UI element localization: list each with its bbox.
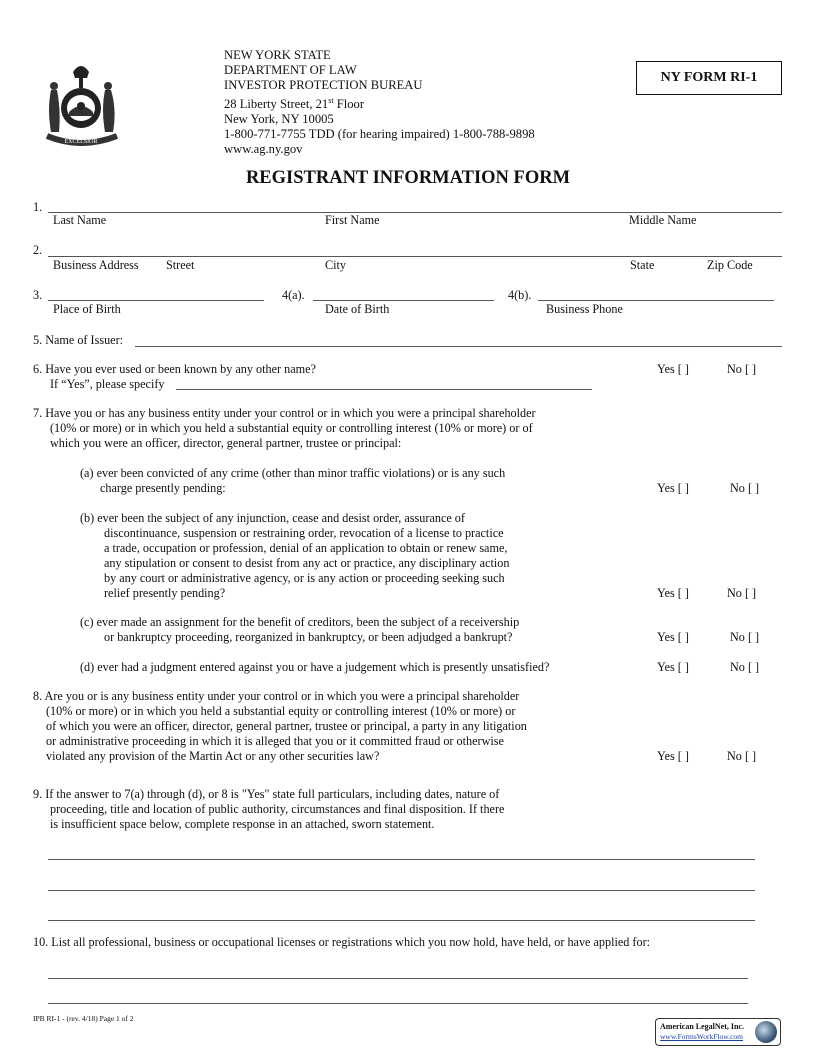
city-label: City [325,258,346,272]
zip-label: Zip Code [707,258,753,272]
header-line: DEPARTMENT OF LAW [224,63,357,77]
address-field[interactable] [48,256,782,257]
question-7d: (d) ever had a judgment entered against you or have a judgement which is presently unsatisfied? [80,660,550,674]
state-label: State [630,258,655,272]
yes-checkbox[interactable]: Yes [ ] [657,481,689,495]
logo-name: American LegalNet, Inc. [660,1022,744,1031]
date-of-birth-label: Date of Birth [325,302,390,316]
question-7-line: which you were an officer, director, general partner, trustee or principal: [50,436,402,450]
page-title: REGISTRANT INFORMATION FORM [245,168,571,188]
question-7b-line: a trade, occupation or profession, denial of an application to obtain or renew same, [104,541,508,555]
answer-line[interactable] [48,890,755,891]
header-line: INVESTOR PROTECTION BUREAU [224,78,423,92]
item-number: 2. [33,243,43,257]
no-checkbox[interactable]: No [ ] [727,586,757,600]
last-name-label: Last Name [53,213,107,227]
question-7c-line: or bankruptcy proceeding, reorganized in bankruptcy, or been adjudged a bankrupt? [104,630,513,644]
answer-line[interactable] [48,920,755,921]
question-7b-line: relief presently pending? [104,586,226,600]
question-7-line: (10% or more) or in which you held a substantial equity or controlling interest (10% or more) or of [50,421,533,435]
question-9-line: proceeding, title and location of public authority, circumstances and final disposition. If there [50,802,505,816]
yes-checkbox[interactable]: Yes [ ] [657,749,689,763]
question-6-specify: If “Yes”, please specify [50,377,165,391]
globe-icon [755,1021,777,1043]
other-name-field[interactable] [176,389,592,390]
place-of-birth-field[interactable] [48,300,264,301]
question-7a: (a) ever been convicted of any crime (other than minor traffic violations) or is any such [80,466,506,480]
header-website: www.ag.ny.gov [224,142,303,157]
date-of-birth-field[interactable] [313,300,494,301]
item-number: 1. [33,200,43,214]
no-checkbox[interactable]: No [ ] [727,749,757,763]
issuer-label: 5. Name of Issuer: [33,333,124,347]
issuer-field[interactable] [135,346,782,347]
question-7b-line: by any court or administrative agency, or is any action or proceeding seeking such [104,571,505,585]
question-7c: (c) ever made an assignment for the benefit of creditors, been the subject of a receivership [80,615,520,629]
no-checkbox[interactable]: No [ ] [730,481,760,495]
question-8-line: (10% or more) or in which you held a substantial equity or controlling interest (10% or more) or [46,704,516,718]
no-checkbox[interactable]: No [ ] [730,660,760,674]
answer-line[interactable] [48,859,755,860]
logo-url[interactable]: www.FormsWorkFlow.com [660,1032,744,1041]
header-address: 28 Liberty Street, 21st Floor [224,96,365,112]
form-id-box: NY FORM RI-1 [636,61,782,95]
header-phones: 1-800-771-7755 TDD (for hearing impaired) 1-800-788-9898 [224,127,535,142]
question-8-line: of which you were an officer, director, general partner, trustee or principal, a party in any litigation [46,719,527,733]
first-name-label: First Name [325,213,380,227]
yes-checkbox[interactable]: Yes [ ] [657,586,689,600]
yes-checkbox[interactable]: Yes [ ] [657,362,689,376]
place-of-birth-label: Place of Birth [53,302,121,316]
question-9: 9. If the answer to 7(a) through (d), or 8 is "Yes" state full particulars, including dates, nature of [33,787,500,801]
middle-name-label: Middle Name [629,213,697,227]
ny-state-seal [33,50,129,146]
item-number: 4(a). [282,288,305,302]
header-line: NEW YORK STATE [224,48,331,62]
business-phone-field[interactable] [538,300,774,301]
footer-rev: IPB RI-1 - (rev. 4/18) Page 1 of 2 [33,1014,134,1023]
american-legalnet-logo[interactable] [655,1018,781,1046]
no-checkbox[interactable]: No [ ] [727,362,757,376]
business-phone-label: Business Phone [546,302,623,316]
item-number: 4(b). [508,288,532,302]
question-7b-line: any stipulation or consent to desist from any act or practice, any disciplinary action [104,556,510,570]
question-7: 7. Have you or has any business entity under your control or in which you were a principal shareholder [33,406,536,420]
yes-checkbox[interactable]: Yes [ ] [657,660,689,674]
question-8-line: violated any provision of the Martin Act or any other securities law? [46,749,380,763]
agency-header [224,48,535,157]
svg-text:EXCELSIOR: EXCELSIOR [64,139,98,145]
yes-checkbox[interactable]: Yes [ ] [657,630,689,644]
question-7b-line: discontinuance, suspension or restraining order, revocation of a license to practice [104,526,504,540]
no-checkbox[interactable]: No [ ] [730,630,760,644]
answer-line[interactable] [48,1003,748,1004]
answer-line[interactable] [48,978,748,979]
question-6: 6. Have you ever used or been known by any other name? [33,362,316,376]
question-8: 8. Are you or is any business entity under your control or in which you were a principal shareholder [33,689,520,703]
item-number: 3. [33,288,43,302]
question-9-line: is insufficient space below, complete response in an attached, sworn statement. [50,817,435,831]
question-8-line: or administrative proceeding in which it is alleged that you or it committed fraud or otherwise [46,734,504,748]
street-label: Street [166,258,195,272]
question-7b: (b) ever been the subject of any injunction, cease and desist order, assurance of [80,511,465,525]
question-10: 10. List all professional, business or occupational licenses or registrations which you now hold, have held, or have applied for: [33,935,651,949]
header-city: New York, NY 10005 [224,112,334,127]
question-7a-line: charge presently pending: [100,481,226,495]
business-address-label: Business Address [53,258,139,272]
